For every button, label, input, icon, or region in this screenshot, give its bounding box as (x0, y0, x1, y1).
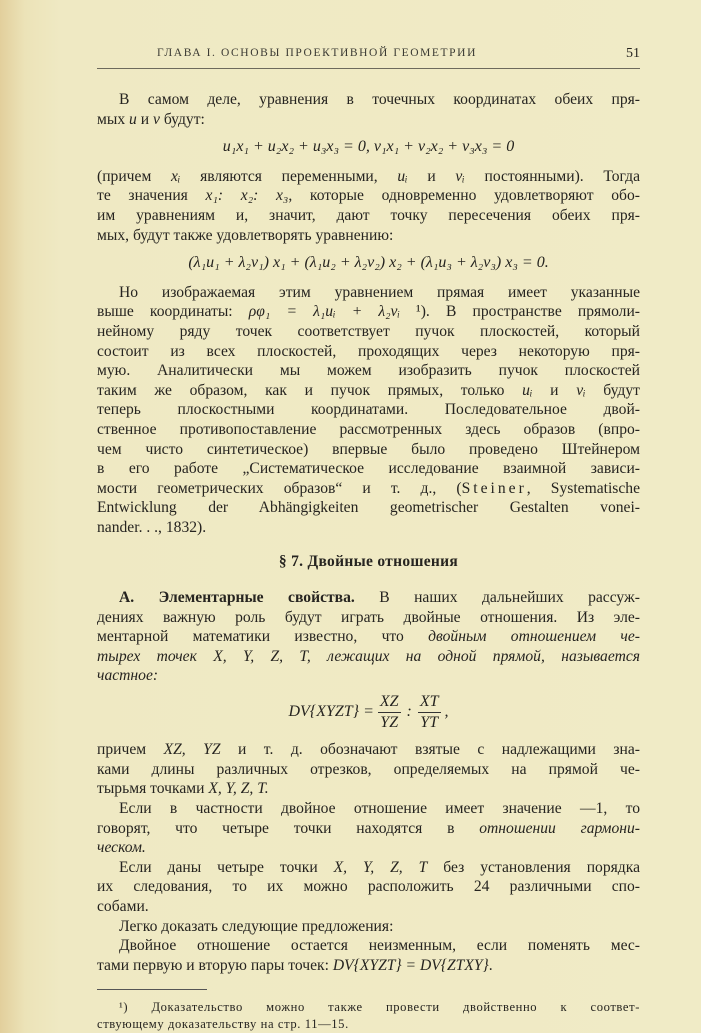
text-span: Но изображаемая этим уравнением прямая имеет указанные (119, 283, 640, 301)
text-span: мых (97, 110, 130, 128)
text-line (97, 647, 640, 667)
text-line (97, 666, 640, 686)
text-line (97, 498, 640, 518)
italic-text: ρφ₁ = λ₁uᵢ + λ₂vᵢ (248, 303, 400, 321)
text-line (97, 608, 640, 628)
paragraph (97, 740, 640, 799)
text-line (97, 90, 640, 110)
text-line (97, 342, 640, 362)
equation: (λ₁u₁ + λ₂v₁) x₁ + (λ₁u₂ + λ₂v₂) x₂ + (λ₁u₃ + λ₂v₃) x₃ = 0. (188, 254, 549, 272)
text-span: Легко доказать следующие предложения: (119, 917, 394, 935)
italic-text: ческом. (97, 839, 146, 857)
text-line (97, 110, 640, 130)
text-span: дениях важную роль будут играть двойные отношения. Из эле- (97, 608, 640, 626)
text-line (97, 819, 640, 839)
italic-text: vᵢ (576, 381, 586, 399)
text-span: мых, будут также удовлетворять уравнению: (97, 226, 394, 244)
text-span: , Systematische (526, 479, 640, 497)
text-span: теперь плоскостными координатами. Последовательное двой- (97, 401, 640, 419)
equation: u₁x₁ + u₂x₂ + u₃x₃ = 0, v₁x₁ + v₂x₂ + v₃x₃ = 0 (222, 138, 515, 156)
footnote-line: ¹) Доказательство можно также провести двойственно к соответ- (119, 1000, 640, 1014)
text-span: . (488, 956, 493, 974)
paragraph (97, 936, 640, 975)
text-line (97, 518, 640, 538)
text-line (97, 588, 640, 608)
text-span: нейному ряду точек соответствует пучок плоскостей, который (97, 322, 640, 340)
text-line (97, 479, 640, 499)
text-line (97, 627, 640, 647)
fraction (378, 692, 401, 732)
text-line (97, 779, 640, 799)
text-span: , которые одновременно удовлетворяют обо- (288, 187, 640, 205)
fraction (418, 692, 441, 732)
italic-text: xᵢ (171, 167, 181, 185)
footnote-line: ствующему доказательству на стр. 11—15. (97, 1017, 349, 1031)
text-line (97, 440, 640, 460)
italic-text: vᵢ (455, 167, 465, 185)
running-header (97, 46, 640, 69)
text-span: ственное противопоставление рассмотренных здесь образов (впро- (97, 420, 640, 438)
text-span: ¹). В пространстве прямоли- (399, 303, 640, 321)
text-span: Если в частности двойное отношение имеет значение —1, то (119, 800, 640, 817)
text-span: без установления порядка (427, 858, 640, 876)
text-span: В наших дальнейших рассуж- (354, 589, 640, 607)
text-line (97, 322, 640, 342)
paragraph (97, 858, 640, 917)
fraction-numerator: XZ (378, 692, 401, 713)
italic-text: отношении гармони- (479, 819, 641, 837)
italic-text: u (129, 110, 137, 128)
text-span: тами первую и вторую пары точек: (97, 956, 333, 974)
page-number: 51 (626, 46, 640, 61)
text-span: будут (585, 381, 640, 399)
text-line (97, 283, 640, 303)
text-line (97, 206, 640, 226)
paragraph (97, 588, 640, 686)
paragraph (97, 283, 640, 538)
text-span: ками длины различных отрезков, определяемых на прямой че- (97, 760, 640, 778)
text-line (97, 361, 640, 381)
text-span: являются переменными, (180, 167, 398, 185)
text-line (97, 459, 640, 479)
text-line (97, 226, 640, 246)
section-heading: § 7. Двойные отношения (278, 553, 459, 571)
cross-ratio-equation (97, 692, 640, 732)
italic-text: частное: (97, 667, 159, 685)
equation-tail: , (444, 703, 449, 721)
text-span: чем чисто синтетическое) впервые было проведено Штейнером (97, 440, 640, 458)
text-line (97, 381, 640, 401)
page-body (97, 90, 640, 975)
fraction-numerator: XT (418, 692, 441, 713)
text-line (97, 838, 640, 858)
text-line (97, 956, 640, 976)
text-span: Steiner (461, 479, 527, 497)
italic-text: DV{XYZT} = DV{ZTXY} (332, 956, 489, 974)
text-line (97, 302, 640, 322)
italic-text: двойным отношением че- (428, 628, 640, 646)
text-line (97, 897, 640, 917)
text-line (97, 799, 640, 819)
italic-text: X, Y, Z, T (333, 858, 428, 876)
text-span: мую. Аналитически мы можем изобразить пучок плоскостей (97, 362, 640, 380)
footnote-rule (97, 989, 207, 990)
text-line (97, 877, 640, 897)
footnote (97, 999, 640, 1033)
text-span: собами. (97, 897, 149, 915)
text-span: ментарной математики известно, что (97, 628, 429, 646)
text-span: В самом деле, уравнения в точечных координатах обеих пря- (119, 91, 640, 108)
italic-text: XZ, YZ (163, 741, 221, 759)
bold-text: А. Элементарные свойства. (119, 589, 355, 607)
text-span: Если даны четыре точки (119, 858, 334, 876)
text-span: и т. д. обозначают взятые с надлежащими зна- (220, 741, 640, 759)
text-line (97, 740, 640, 760)
fraction-denominator: YT (420, 713, 439, 731)
text-span: и (532, 381, 577, 399)
text-line (97, 858, 640, 878)
text-span: в его работе „Систематическое исследование взаимной зависи- (97, 460, 640, 478)
text-line (97, 760, 640, 780)
paragraph (97, 799, 640, 858)
italic-text: x₁: x₂: x₃ (205, 187, 289, 205)
text-span: nander. . ., 1832). (97, 518, 207, 536)
text-span: состоит из всех плоскостей, проходящих через некоторую пря- (97, 342, 640, 360)
text-span: и (136, 110, 153, 128)
text-span: Entwicklung der Abhängigkeiten geometrischer Gestalten vonei- (97, 499, 640, 517)
text-span: причем (97, 741, 164, 759)
text-line (97, 400, 640, 420)
text-span: постоянными). Тогда (464, 167, 640, 185)
text-line (97, 917, 640, 937)
text-span: говорят, что четыре точки находятся в (97, 819, 480, 837)
text-span: мости геометрических образов“ и т. д., ( (97, 479, 462, 497)
paragraph (97, 90, 640, 129)
text-span: (причем (97, 167, 172, 185)
text-span: им уравнениям и, значит, дают точку пересечения обеих пря- (97, 206, 640, 224)
italic-text: X, Y, Z, T. (208, 780, 269, 798)
text-span: их следования, то их можно расположить 24 различными спо- (97, 878, 640, 896)
equation-operator: : (406, 703, 412, 721)
text-line (97, 167, 640, 187)
fraction-denominator: YZ (380, 713, 399, 731)
text-line (97, 420, 640, 440)
italic-text: uᵢ (397, 167, 408, 185)
text-span: таким же образом, как и пучок прямых, только (97, 381, 523, 399)
text-span: Двойное отношение остается неизменным, если поменять мес- (119, 937, 640, 955)
chapter-title: ГЛАВА I. ОСНОВЫ ПРОЕКТИВНОЙ ГЕОМЕТРИИ (157, 47, 477, 59)
text-line (97, 936, 640, 956)
text-line (97, 186, 640, 206)
text-span: те значения (97, 187, 206, 205)
italic-text: uᵢ (522, 381, 533, 399)
text-span: тырьмя точками (97, 780, 209, 798)
text-span: выше координаты: (97, 303, 249, 321)
text-span: будут: (159, 110, 205, 128)
paragraph (97, 917, 640, 937)
italic-text: v (153, 110, 160, 128)
paragraph (97, 167, 640, 245)
italic-text: тырех точек X, Y, Z, T, лежащих на одной прямой, называется (97, 647, 640, 665)
equation-lhs: DV{XYZT} = (288, 703, 374, 721)
text-span: и (407, 167, 456, 185)
